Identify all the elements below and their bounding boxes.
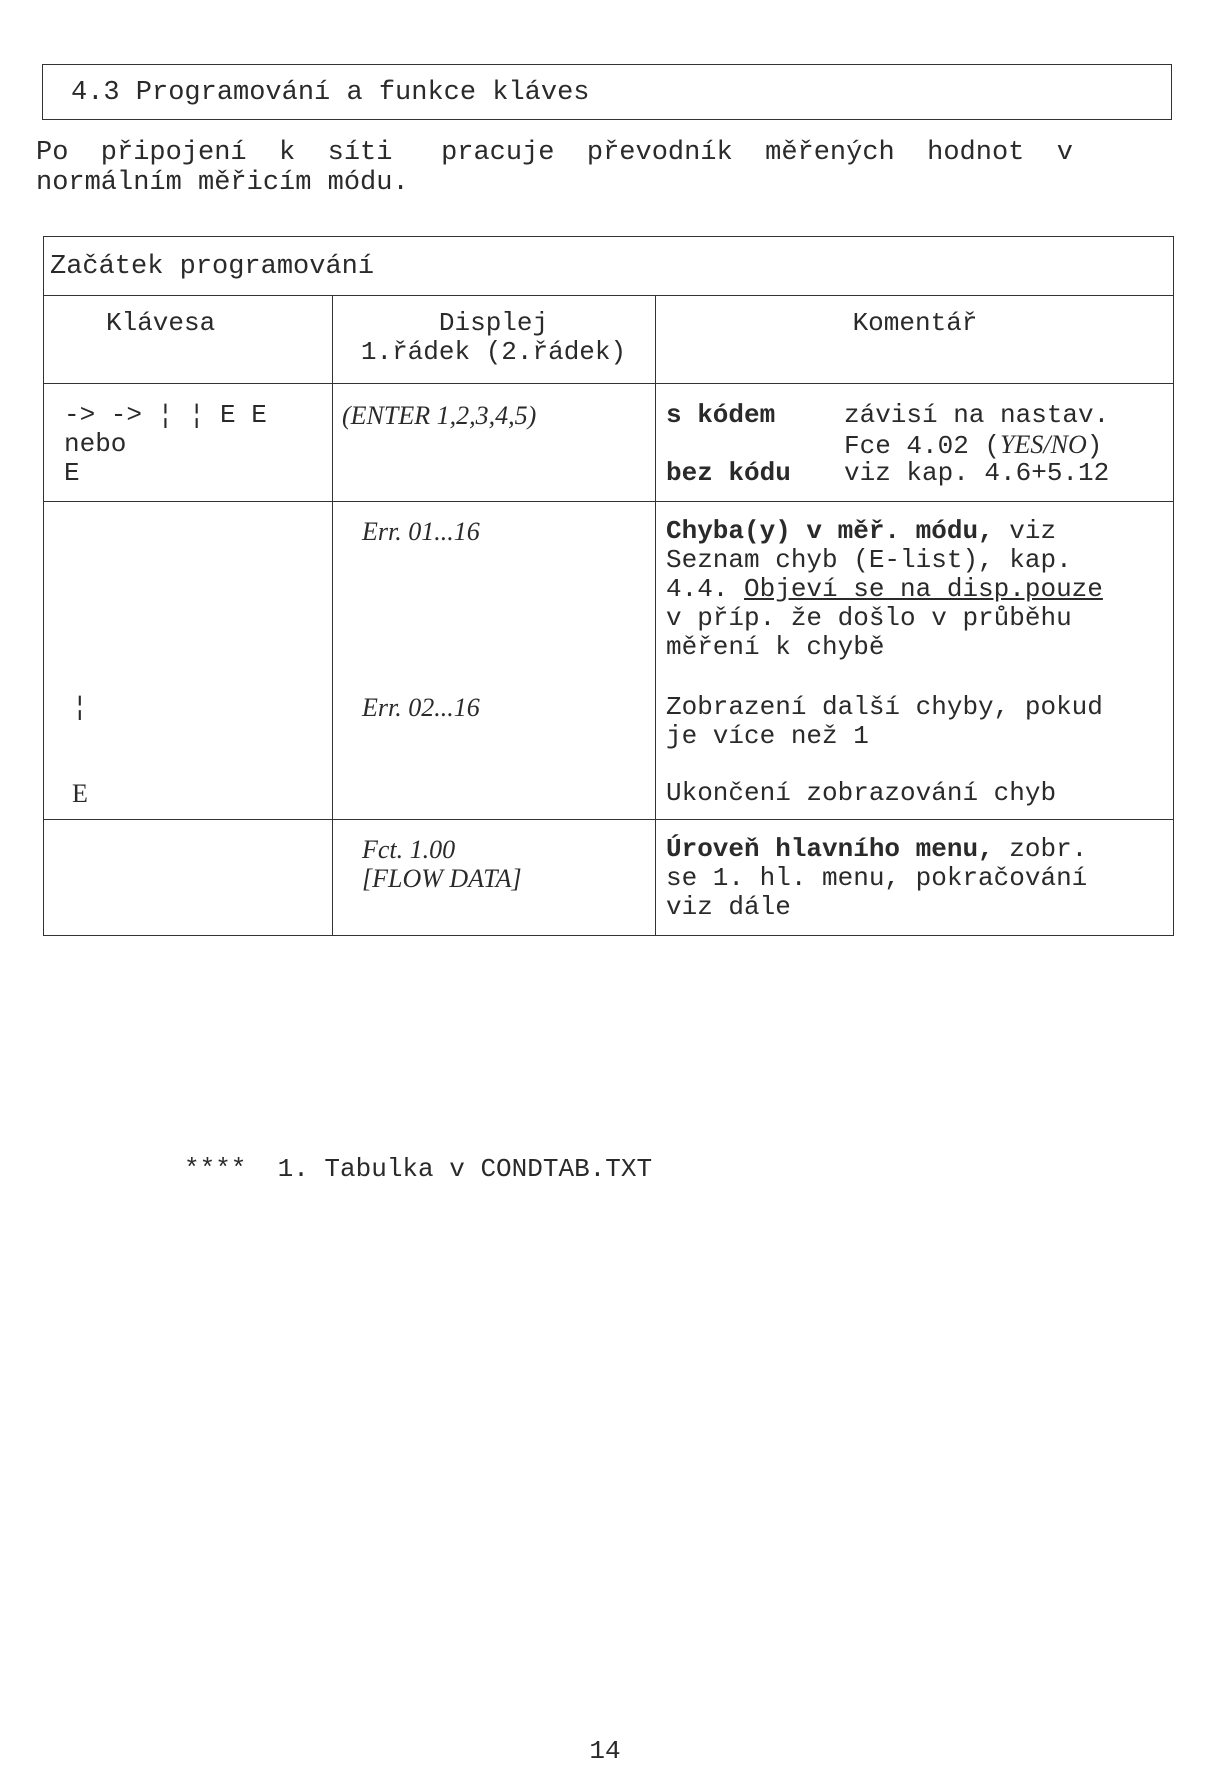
row3-comment-line-1: Zobrazení další chyby, pokud [666,692,1103,722]
row1-key [64,401,267,488]
row1-key-sequence: -> -> ¦ ¦ E E [64,400,267,430]
row2-comment-underlined: Objeví se na disp.pouze [744,574,1103,604]
row3-display: Err. 02...16 [362,693,480,722]
row1-key-alt: E [64,458,80,488]
row2-comment-line-4: v příp. že došlo v průběhu [666,603,1072,633]
section-title: 4.3 Programování a funkce kláves [42,64,1172,120]
row1-with-code-line-2-prefix: Fce 4.02 ( [844,431,1001,461]
row5-comment-line-1-rest: zobr. [993,834,1088,864]
row5-display [362,835,522,893]
row1-with-code-line-1: závisí na nastav. [844,400,1110,430]
header-display [332,309,655,367]
row2-comment-bold: Chyba(y) v měř. módu, [666,516,994,546]
row1-yes-no: YES/NO [1000,430,1087,459]
row1-with-code-label: s kódem [666,400,776,430]
intro-line-1: Po připojení k síti pracuje převodník měřených hodnot v [36,138,1073,168]
row5-comment-line-3: viz dále [666,892,791,922]
row2-comment [666,517,1103,662]
page-number: 14 [589,1736,621,1766]
row3-comment-line-2: je více než 1 [666,721,869,751]
row1-display: (ENTER 1,2,3,4,5) [342,401,537,430]
row1-divider [44,501,1173,502]
column-divider-2 [655,295,656,935]
intro-paragraph [36,138,1181,198]
row3-key: ¦ [72,692,88,722]
column-divider-1 [332,295,333,935]
row1-without-code-text: viz kap. 4.6+5.12 [844,458,1110,488]
table-title: Začátek programování [50,252,375,282]
row4-divider [44,819,1173,820]
header-display-line-1: Displej [438,308,549,338]
row1-with-code-line-2-suffix: ) [1086,431,1103,461]
row3-comment [666,693,1103,751]
row5-comment [666,835,1087,922]
row2-comment-line-1-rest: viz [993,516,1057,546]
row5-comment-bold: Úroveň hlavního menu, [666,834,994,864]
row5-display-line-2: [FLOW DATA] [362,864,522,893]
header-key: Klávesa [106,308,216,338]
row2-comment-line-2: Seznam chyb (E-list), kap. [666,545,1072,575]
footer-note: **** 1. Tabulka v CONDTAB.TXT [184,1154,653,1184]
row4-comment: Ukončení zobrazování chyb [666,778,1057,808]
row2-comment-line-5: měření k chybě [666,632,885,662]
header-display-line-2: 1.řádek (2.řádek) [360,337,627,367]
row2-comment-line-3-prefix: 4.4. [666,574,745,604]
row5-display-line-1: Fct. 1.00 [362,835,456,864]
row1-key-or: nebo [64,429,127,459]
row5-comment-line-2: se 1. hl. menu, pokračování [666,863,1088,893]
programming-table [43,236,1174,936]
table-header-divider [44,383,1173,384]
header-comment: Komentář [852,308,978,338]
row4-key: E [72,779,88,808]
intro-line-2: normálním měřicím módu. [36,168,409,198]
row2-display: Err. 01...16 [362,517,480,546]
table-title-divider [44,295,1173,296]
row1-with-code-text [844,401,1109,461]
row1-without-code-label: bez kódu [666,458,791,488]
